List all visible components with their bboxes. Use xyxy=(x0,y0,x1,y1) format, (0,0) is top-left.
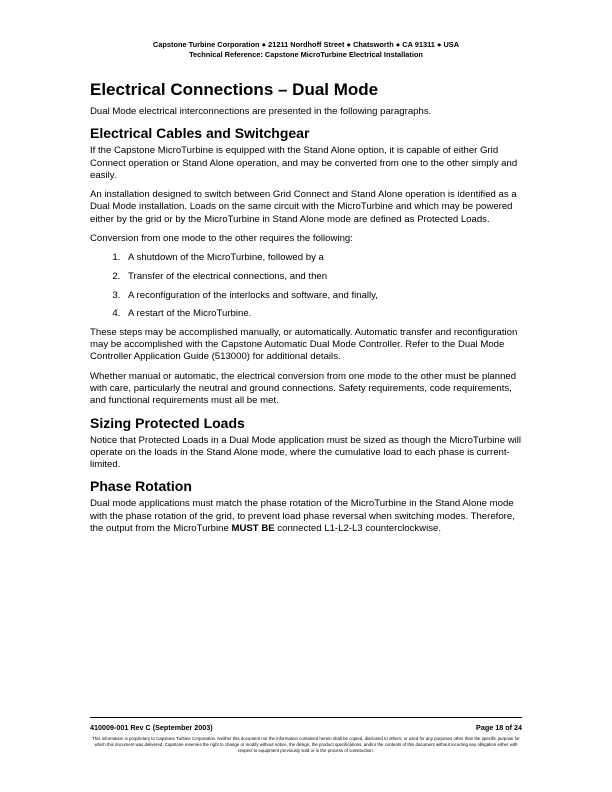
page-title: Electrical Connections – Dual Mode xyxy=(90,80,379,99)
phase-text-after: connected L1-L2-L3 counterclockwise. xyxy=(274,523,442,535)
section-heading-sizing: Sizing Protected Loads xyxy=(90,414,245,431)
cables-paragraph-3: Conversion from one mode to the other requires the following: xyxy=(90,233,353,245)
section-heading-phase-rotation: Phase Rotation xyxy=(90,478,192,495)
intro-paragraph: Dual Mode electrical interconnections are presented in the following paragraphs. xyxy=(90,106,432,117)
footer-divider xyxy=(90,717,522,718)
section-heading-cables: Electrical Cables and Switchgear xyxy=(90,125,310,142)
page-content xyxy=(90,80,522,542)
phase-text-before: Dual mode applications must match the phase rotation of the MicroTurbine in the Stand Alone mode with the phase rotation of the grid, to prevent load phase reversal when switching modes. Therefore, the output from the MicroTurbine xyxy=(90,498,515,535)
proprietary-disclaimer: This information is proprietary to Capstone Turbine Corporation. Neither this document nor the information contained herein shall be copied, disclosed to others, or used for any purposes other than the specific purpose for which this document was delivered. Capstone reserves the right to change or modify without notice, the design, the product specifications, and/or the contents of this document without incurring any obligation either with respect to equipment previously sold or in the process of construction. xyxy=(92,736,520,753)
header-document-title: Technical Reference: Capstone MicroTurbine Electrical Installation xyxy=(189,50,423,59)
phase-rotation-paragraph xyxy=(90,498,522,535)
list-item: 3. A reconfiguration of the interlocks and software, and finally, xyxy=(123,290,522,302)
page-header xyxy=(0,40,612,60)
cables-paragraph-2: An installation designed to switch between Grid Connect and Stand Alone operation is identified as a Dual Mode installation. Loads on the same circuit with the MicroTurbine and which may be powered either by the grid or by the MicroTurbine in Stand Alone mode are defined as Protected Loads. xyxy=(90,189,517,225)
cables-paragraph-1: If the Capstone MicroTurbine is equipped with the Stand Alone option, it is capable of either Grid Connect operation or Stand Alone operation, and may be converted from one to the other simply and easily. xyxy=(90,145,518,181)
page-number: Page 18 of 24 xyxy=(476,723,522,732)
list-item: 2. Transfer of the electrical connections, and then xyxy=(123,271,522,283)
cables-paragraph-4: These steps may be accomplished manually, or automatically. Automatic transfer and reconfiguration may be accomplished with the Capstone Automatic Dual Mode Controller. Refer to the Dual Mode Controller Application Guide (513000) for additional details. xyxy=(90,326,518,363)
sizing-paragraph: Notice that Protected Loads in a Dual Mode application must be sized as though the MicroTurbine will operate on the loads in the Stand Alone mode, where the cumulative load to each phase is current-limited. xyxy=(90,434,522,471)
list-item: 4. A restart of the MicroTurbine. xyxy=(123,308,522,320)
page-footer xyxy=(90,723,522,732)
phase-text-emphasis: MUST BE xyxy=(231,523,275,535)
document-number: 410009-001 Rev C (September 2003) xyxy=(90,723,213,732)
list-item: 1. A shutdown of the MicroTurbine, followed by a xyxy=(123,252,522,264)
conversion-steps-list xyxy=(90,252,522,320)
cables-paragraph-5: Whether manual or automatic, the electrical conversion from one mode to the other must be planned with care, particularly the neutral and ground connections. Safety requirements, code requirements, and functional requirements must all be met. xyxy=(90,370,517,407)
header-company-line: Capstone Turbine Corporation ● 21211 Nordhoff Street ● Chatsworth ● CA 91311 ● USA xyxy=(152,40,460,49)
